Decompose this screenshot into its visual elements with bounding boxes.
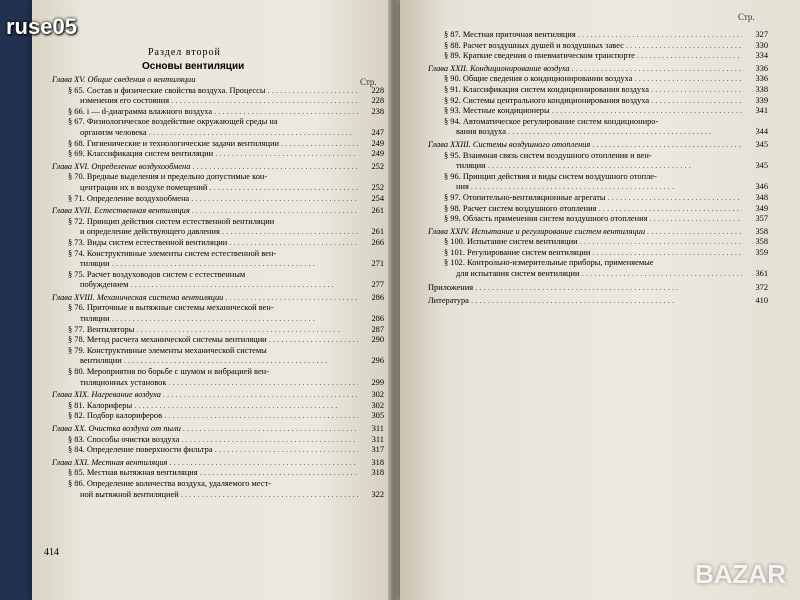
toc-entry-row	[428, 161, 768, 172]
toc-entry-row	[52, 249, 384, 260]
toc-entry-text: Глава XXI. Местная вентиляция . . .	[52, 458, 358, 469]
toc-page-number: 348	[755, 192, 768, 202]
toc-entry-text: § 93. Местные кондиционеры . . .	[444, 106, 742, 117]
toc-entry-text: организм человека . . .	[80, 128, 358, 139]
toc-entry-text: § 87. Местная приточная вентиляция . . .	[444, 30, 742, 41]
toc-entry-row	[52, 194, 384, 205]
toc-entry-text: Глава XV. Общие сведения о вентиляции	[52, 75, 196, 84]
toc-entry-row	[428, 117, 768, 128]
toc-page-number: 345	[755, 161, 768, 171]
toc-page-number: 339	[755, 95, 768, 105]
toc-chapter-row	[52, 162, 384, 173]
toc-entry-row	[428, 248, 768, 259]
book-gutter	[388, 0, 400, 600]
toc-entry-text: § 71. Определение воздухообмена . . .	[68, 194, 358, 205]
toc-page-number: 266	[371, 237, 384, 247]
toc-chapter-row	[428, 140, 768, 151]
toc-page-number: 359	[755, 247, 768, 257]
toc-entry-text: Глава XVII. Естественная вентиляция . . .	[52, 206, 358, 217]
toc-entry-text: § 70. Вредные выделения и предельно допустимые кон-	[68, 172, 268, 182]
toc-chapter-row	[52, 206, 384, 217]
toc-entry-row	[52, 96, 384, 107]
section-subtitle: Основы вентиляции	[142, 61, 245, 72]
toc-page-number: 338	[755, 84, 768, 94]
toc-page-number: 228	[371, 96, 384, 106]
toc-entry-text: § 98. Расчет систем воздушного отопления . . .	[444, 204, 742, 215]
toc-entry-text: Глава XIX. Нагревание воздуха . . .	[52, 390, 358, 401]
toc-page-number: 249	[371, 149, 384, 159]
toc-entry-row	[52, 303, 384, 314]
toc-page-number: 372	[755, 282, 768, 292]
toc-page-number: 249	[371, 138, 384, 148]
toc-entry-row	[52, 411, 384, 422]
toc-entry-row	[52, 479, 384, 490]
toc-page-number: 349	[755, 203, 768, 213]
section-title: Раздел второй	[148, 47, 221, 58]
toc-chapter-row	[52, 424, 384, 435]
toc-page-number: 261	[371, 206, 384, 216]
toc-entry-row	[428, 74, 768, 85]
toc-entry-row	[428, 106, 768, 117]
toc-entry-text: тиляции . . .	[80, 314, 358, 325]
left-page-str-label: Стр.	[360, 77, 377, 87]
toc-entry-row	[52, 435, 384, 446]
toc-entry-row	[428, 85, 768, 96]
toc-page-number: 238	[371, 106, 384, 116]
toc-page-number: 252	[371, 161, 384, 171]
toc-entry-row	[52, 325, 384, 336]
toc-page-number: 318	[371, 468, 384, 478]
toc-entry-text: Глава XXII. Кондиционирование воздуха . . .	[428, 64, 742, 75]
toc-entry-text: § 72. Принцип действия систем естественной вентиляции	[68, 216, 275, 226]
toc-entry-row	[428, 151, 768, 162]
toc-page-number: 252	[371, 182, 384, 192]
toc-entry-row	[52, 280, 384, 291]
toc-entry-text: ной вытяжной вентиляцией . . .	[80, 490, 358, 501]
toc-page-number: 361	[755, 269, 768, 279]
bazar-watermark: BAZAR	[695, 559, 786, 589]
toc-entry-text: § 75. Расчет воздуховодов систем с естественным	[68, 269, 246, 279]
toc-entry-row	[52, 238, 384, 249]
toc-page-number: 322	[371, 489, 384, 499]
toc-entry-text: § 77. Вентиляторы . . .	[68, 325, 358, 336]
toc-page-number: 286	[371, 292, 384, 302]
seller-logo: ruse05	[6, 14, 77, 39]
toc-entry-text: Приложения . . .	[428, 283, 742, 294]
toc-entry-text: § 82. Подбор калориферов . . .	[68, 411, 358, 422]
toc-entry-row	[52, 217, 384, 228]
toc-entry-text: Глава XXIII. Системы воздушного отопления . . .	[428, 140, 742, 151]
toc-entry-text: § 100. Испытание систем вентиляции . . .	[444, 237, 742, 248]
toc-entry-row	[428, 96, 768, 107]
toc-entry-text: § 85. Местная вытяжная вентиляция . . .	[68, 468, 358, 479]
toc-page-number: 254	[371, 193, 384, 203]
toc-page-number: 302	[371, 400, 384, 410]
toc-entry-text: § 84. Определение поверхности фильтра . . .	[68, 445, 358, 456]
toc-entry-text: Глава XX. Очистка воздуха от пыли . . .	[52, 424, 358, 435]
toc-entry-row	[52, 401, 384, 412]
toc-entry-row	[52, 227, 384, 238]
toc-page-number: 305	[371, 411, 384, 421]
toc-entry-text: § 97. Отопительно-вентиляционные агрегаты . . .	[444, 193, 742, 204]
toc-entry-row	[428, 51, 768, 62]
toc-entry-text: § 86. Определение количества воздуха, удаляемого мест-	[68, 478, 271, 488]
toc-page-number: 311	[371, 434, 384, 444]
toc-entry-text: § 90. Общие сведения о кондиционировании воздуха . . .	[444, 74, 742, 85]
toc-entry-row	[52, 149, 384, 160]
toc-entry-row	[52, 117, 384, 128]
toc-page-number: 327	[755, 30, 768, 39]
toc-entry-row	[52, 356, 384, 367]
toc-entry-text: тиляции . . .	[80, 259, 358, 270]
toc-entry-text: ния . . .	[456, 182, 742, 193]
toc-page-number: 277	[371, 280, 384, 290]
toc-page-number: 341	[755, 106, 768, 116]
toc-entry-row	[52, 139, 384, 150]
toc-page-number: 302	[371, 390, 384, 400]
page-number: 414	[44, 547, 59, 558]
toc-entry-text: § 79. Конструктивные элементы механической системы	[68, 345, 267, 355]
toc-chapter-row	[52, 293, 384, 304]
toc-entry-text: § 101. Регулирование систем вентиляции . . .	[444, 248, 742, 259]
toc-entry-row	[52, 490, 384, 501]
toc-entry-row	[428, 127, 768, 138]
toc-page-number: 290	[371, 335, 384, 345]
toc-entry-row	[428, 193, 768, 204]
right-page-str-label: Стр.	[738, 12, 755, 22]
toc-page-number: 334	[755, 51, 768, 61]
toc-entry-text: Глава XVI. Определение воздухообмена . . .	[52, 162, 358, 173]
toc-entry-text: побуждением . . .	[80, 280, 358, 291]
toc-entry-row	[52, 445, 384, 456]
toc-entry-text: § 65. Состав и физические свойства воздуха. Процессы . . .	[68, 86, 358, 97]
right-toc	[428, 30, 768, 307]
left-toc	[52, 73, 384, 500]
toc-entry-text: § 102. Контрольно-измерительные приборы, применяемые	[444, 258, 654, 268]
toc-page-number: 318	[371, 457, 384, 467]
toc-entry-row	[52, 378, 384, 389]
toc-entry-row	[428, 41, 768, 52]
toc-entry-row	[52, 172, 384, 183]
toc-entry-row	[52, 183, 384, 194]
toc-entry-text: для испытания систем вентиляции . . .	[456, 269, 742, 280]
toc-page-number: 247	[371, 127, 384, 137]
toc-entry-text: § 92. Системы центрального кондиционирования воздуха . . .	[444, 96, 742, 107]
toc-entry-text: § 66. i — d-диаграмма влажного воздуха . . .	[68, 107, 358, 118]
toc-page-number: 345	[755, 139, 768, 149]
toc-entry-text: § 80. Мероприятия по борьбе с шумом и вибрацией вен-	[68, 367, 269, 377]
toc-entry-text: § 91. Классификация систем кондиционирования воздуха . . .	[444, 85, 742, 96]
toc-entry-text: тиляции . . .	[456, 161, 742, 172]
toc-page-number: 261	[371, 227, 384, 237]
toc-entry-row	[52, 128, 384, 139]
toc-entry-row	[428, 172, 768, 183]
toc-entry-text: § 73. Виды систем естественной вентиляции . . .	[68, 238, 358, 249]
toc-page-number: 299	[371, 377, 384, 387]
toc-page-number: 336	[755, 74, 768, 84]
toc-page-number: 286	[371, 314, 384, 324]
toc-entry-text: Глава XVIII. Механическая система вентиляции . . .	[52, 293, 358, 304]
toc-page-number: 287	[371, 324, 384, 334]
toc-page-number: 358	[755, 226, 768, 236]
toc-entry-row	[52, 259, 384, 270]
toc-entry-text: § 78. Метод расчета механической системы вентиляции . . .	[68, 335, 358, 346]
toc-entry-row	[428, 269, 768, 280]
toc-entry-text: § 67. Физиологическое воздействие окружающей среды на	[68, 117, 278, 127]
toc-entry-row	[428, 283, 768, 294]
toc-entry-row	[428, 204, 768, 215]
toc-entry-text: и определение действующего давления . . .	[80, 227, 358, 238]
toc-page-number: 330	[755, 40, 768, 50]
toc-entry-text: § 96. Принцип действия и виды систем воздушного отопле-	[444, 171, 657, 181]
toc-entry-row	[52, 270, 384, 281]
toc-entry-row	[52, 346, 384, 357]
toc-entry-text: § 99. Область применения систем воздушного отопления . . .	[444, 214, 742, 225]
toc-entry-row	[52, 107, 384, 118]
toc-page-number: 358	[755, 237, 768, 247]
toc-entry-text: § 95. Взаимная связь систем воздушного отопления и вен-	[444, 150, 652, 160]
toc-page-number: 346	[755, 182, 768, 192]
toc-entry-text: тиляционных установок . . .	[80, 378, 358, 389]
toc-entry-row	[428, 296, 768, 307]
toc-chapter-row	[52, 75, 384, 86]
toc-page-number: 311	[371, 424, 384, 433]
toc-entry-row	[428, 30, 768, 41]
toc-entry-row	[428, 258, 768, 269]
toc-entry-row	[428, 237, 768, 248]
toc-entry-row	[52, 314, 384, 325]
toc-entry-text: § 74. Конструктивные элементы систем естественной вен-	[68, 248, 277, 258]
toc-page-number: 410	[755, 296, 768, 306]
toc-entry-row	[428, 214, 768, 225]
toc-entry-text: § 81. Калориферы . . .	[68, 401, 358, 412]
toc-page-number: 344	[755, 127, 768, 137]
toc-chapter-row	[428, 64, 768, 75]
toc-entry-text: § 89. Краткие сведения о пневматическом транспорте . . .	[444, 51, 742, 62]
toc-entry-text: § 68. Гигиенические и технологические задачи вентиляции . . .	[68, 139, 358, 150]
toc-entry-text: Литература . . .	[428, 296, 742, 307]
toc-entry-text: вентиляции . . .	[80, 356, 358, 367]
toc-entry-text: § 69. Классификация систем вентиляции . . .	[68, 149, 358, 160]
toc-page-number: 296	[371, 356, 384, 366]
toc-entry-row	[428, 182, 768, 193]
toc-entry-row	[52, 86, 384, 97]
toc-entry-row	[52, 468, 384, 479]
toc-page-number: 228	[371, 85, 384, 95]
toc-entry-row	[52, 367, 384, 378]
toc-entry-text: § 88. Расчет воздушных душей и воздушных завес . . .	[444, 41, 742, 52]
toc-page-number: 317	[371, 445, 384, 455]
toc-entry-text: центрации их в воздухе помещений . . .	[80, 183, 358, 194]
toc-page-number: 271	[371, 259, 384, 269]
toc-chapter-row	[52, 390, 384, 401]
toc-entry-text: § 83. Способы очистки воздуха . . .	[68, 435, 358, 446]
toc-chapter-row	[428, 227, 768, 238]
toc-page-number: 357	[755, 214, 768, 224]
toc-entry-text: вания воздуха . . .	[456, 127, 742, 138]
toc-chapter-row	[52, 458, 384, 469]
toc-entry-row	[52, 335, 384, 346]
toc-page-number: 336	[755, 63, 768, 73]
toc-entry-text: изменения его состояния . . .	[80, 96, 358, 107]
toc-entry-text: § 76. Приточные и вытяжные системы механической вен-	[68, 303, 274, 313]
toc-entry-text: § 94. Автоматическое регулирование систем кондициониро-	[444, 116, 659, 126]
toc-entry-text: Глава XXIV. Испытание и регулирование систем вентиляции . . .	[428, 227, 742, 238]
